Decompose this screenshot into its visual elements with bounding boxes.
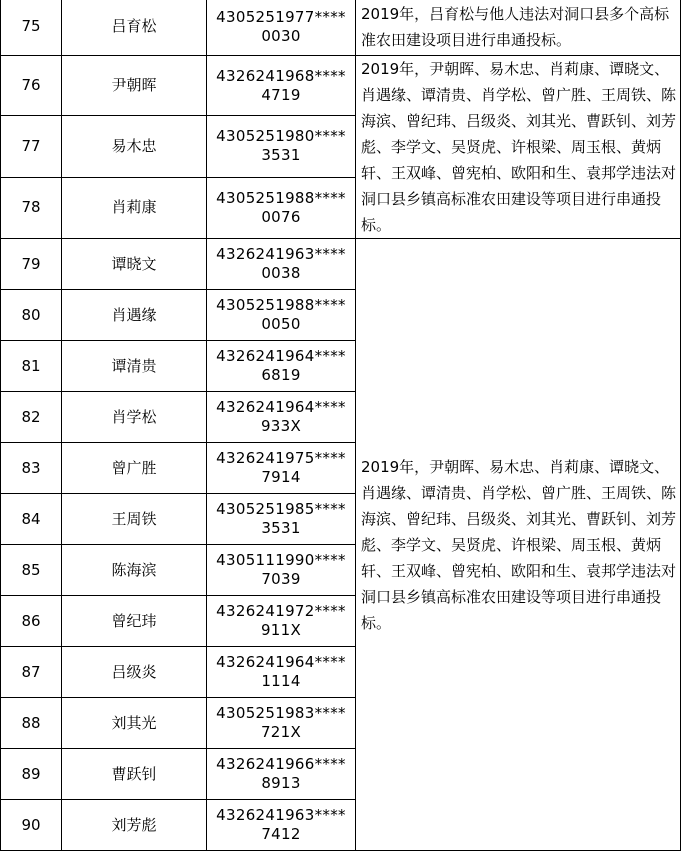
id-number-part2: 7412 [261,825,301,843]
id-number-part1: 4305111990**** [216,551,346,569]
id-number [207,239,356,290]
person-name: 易木忠 [62,116,207,177]
id-number-part2: 7039 [261,570,301,588]
person-name: 王周铁 [62,494,207,545]
row-number: 85 [1,545,62,596]
id-number-part2: 7914 [261,468,301,486]
row-number: 76 [1,56,62,116]
row-number: 81 [1,341,62,392]
id-number-part1: 4326241964**** [216,347,346,365]
person-name: 曹跃钊 [62,749,207,800]
row-number: 75 [1,0,62,56]
id-number-part2: 0076 [261,207,301,226]
person-name: 肖莉康 [62,177,207,238]
row-number: 79 [1,239,62,290]
id-number-part1: 4326241964**** [216,398,346,416]
violation-description: 2019年，尹朝晖、易木忠、肖莉康、谭晓文、肖遇缘、谭清贵、肖学松、曾广胜、王周铁、陈海滨、曾纪玮、吕级炎、刘其光、曹跃钊、刘芳彪、李学文、吴贤虎、许根梁、周玉根、黄炳轩、王双峰、曾宪柏、欧阳和生、袁邦学违法对洞口县乡镇高标准农田建设等项目进行串通投标。 [356,56,681,239]
person-name: 谭晓文 [62,239,207,290]
id-number [207,341,356,392]
row-number: 84 [1,494,62,545]
row-number: 89 [1,749,62,800]
id-number-part1: 4305251988**** [216,296,346,314]
id-number [207,443,356,494]
id-number-part2: 721X [260,723,302,741]
id-number [207,596,356,647]
id-number-part2: 0050 [261,315,301,333]
person-name: 曾纪玮 [62,596,207,647]
person-name: 吕级炎 [62,647,207,698]
id-number [207,0,356,56]
violation-description: 2019年，尹朝晖、易木忠、肖莉康、谭晓文、肖遇缘、谭清贵、肖学松、曾广胜、王周铁、陈海滨、曾纪玮、吕级炎、刘其光、曹跃钊、刘芳彪、李学文、吴贤虎、许根梁、周玉根、黄炳轩、王双峰、曾宪柏、欧阳和生、袁邦学违法对洞口县乡镇高标准农田建设等项目进行串通投标。 [356,239,681,851]
row-number: 90 [1,800,62,851]
id-number [207,800,356,851]
id-number-part2: 4719 [261,85,301,104]
row-number: 78 [1,177,62,238]
id-number [207,116,356,177]
id-number-part1: 4305251980**** [216,127,346,146]
id-number [207,56,356,116]
row-number: 88 [1,698,62,749]
person-name: 刘芳彪 [62,800,207,851]
id-number-part2: 0030 [261,26,301,45]
id-number-part2: 933X [260,417,302,435]
id-number-part1: 4326241963**** [216,245,346,263]
table-row [1,0,681,56]
person-name: 肖学松 [62,392,207,443]
id-number-part2: 0038 [261,264,301,282]
id-number [207,545,356,596]
person-name: 陈海滨 [62,545,207,596]
id-number-part2: 3531 [261,519,301,537]
row-number: 83 [1,443,62,494]
id-number-part2: 6819 [261,366,301,384]
id-number-part1: 4305251988**** [216,188,346,207]
id-number [207,698,356,749]
row-number: 82 [1,392,62,443]
id-number-part1: 4305251977**** [216,7,346,26]
id-number-part2: 3531 [261,146,301,165]
person-name: 肖遇缘 [62,290,207,341]
person-name: 吕育松 [62,0,207,56]
id-number [207,177,356,238]
id-number-part2: 8913 [261,774,301,792]
id-number-part1: 4305251983**** [216,704,346,722]
person-name: 曾广胜 [62,443,207,494]
person-name: 尹朝晖 [62,56,207,116]
id-number-part1: 4326241966**** [216,755,346,773]
id-number-part1: 4326241963**** [216,806,346,824]
row-number: 87 [1,647,62,698]
person-name: 刘其光 [62,698,207,749]
id-number-part1: 4326241968**** [216,66,346,85]
id-number-part2: 1114 [261,672,301,690]
id-number [207,647,356,698]
id-number [207,494,356,545]
table-row [1,239,681,290]
id-number-part2: 911X [260,621,302,639]
id-number [207,290,356,341]
id-number [207,392,356,443]
person-name: 谭清贵 [62,341,207,392]
id-number-part1: 4326241975**** [216,449,346,467]
id-number-part1: 4326241972**** [216,602,346,620]
id-number [207,749,356,800]
row-number: 86 [1,596,62,647]
row-number: 80 [1,290,62,341]
violation-description: 2019年，吕育松与他人违法对洞口县多个高标准农田建设项目进行串通投标。 [356,0,681,56]
id-number-part1: 4305251985**** [216,500,346,518]
row-number: 77 [1,116,62,177]
table-row [1,56,681,116]
id-number-part1: 4326241964**** [216,653,346,671]
